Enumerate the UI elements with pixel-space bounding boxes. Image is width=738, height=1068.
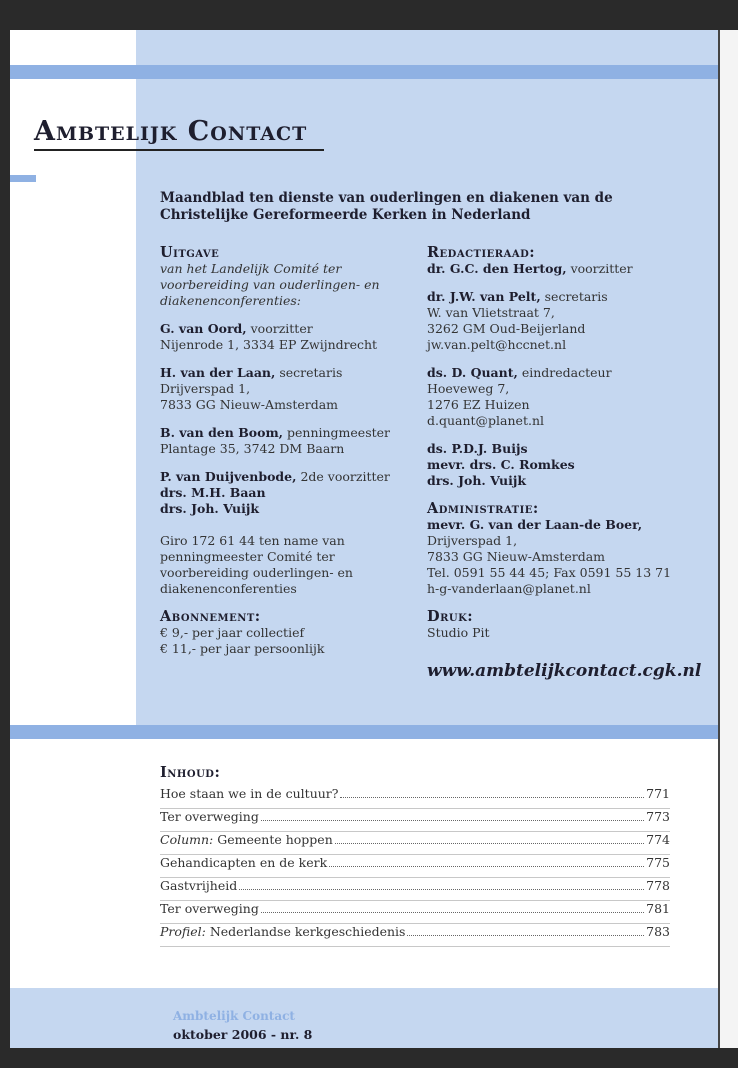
vice-chair-name: P. van Duijvenbode, [160, 469, 297, 484]
person-address: Hoeveweg 7, [427, 381, 510, 396]
footer-magazine-name: Ambtelijk Contact [173, 1009, 295, 1023]
person-name: ds. D. Quant, [427, 365, 518, 380]
uitgave-description: van het Landelijk Comité ter voorbereiding van ouderlingen- en diakenenconferenties: [160, 261, 380, 308]
toc-item[interactable] [160, 832, 670, 855]
top-stripe [10, 65, 718, 79]
toc-page-number: 783 [646, 924, 670, 939]
toc-leader [340, 796, 644, 798]
abonnement-heading: Abonnement: [160, 608, 261, 625]
toc-title: Hoe staan we in de cultuur? [160, 786, 339, 801]
person-email: jw.van.pelt@hccnet.nl [427, 337, 567, 352]
administratie-section [427, 501, 697, 597]
toc-title: Profiel: Nederlandse kerkgeschiedenis [160, 924, 406, 939]
footer-panel [10, 988, 718, 1048]
person-email: d.quant@planet.nl [427, 413, 544, 428]
abonnement-line: € 9,- per jaar collectief [160, 625, 305, 640]
middle-stripe [10, 725, 718, 739]
toc-page-number: 781 [646, 901, 670, 916]
editor-secretary [427, 289, 697, 353]
toc-item[interactable] [160, 809, 670, 832]
admin-address: 7833 GG Nieuw-Amsterdam [427, 549, 606, 564]
toc-leader [261, 911, 644, 913]
toc-leader [335, 842, 644, 844]
person-role: secretaris [275, 365, 343, 380]
person-treasurer [160, 425, 400, 457]
toc-leader [261, 819, 644, 821]
abonnement-line: € 11,- per jaar persoonlijk [160, 641, 325, 656]
masthead-rule [34, 149, 324, 151]
editor-in-chief [427, 365, 697, 429]
person-name: dr. J.W. van Pelt, [427, 289, 541, 304]
toc-title: Gehandicapten en de kerk [160, 855, 328, 870]
left-accent-bar [10, 175, 36, 182]
admin-phone: Tel. 0591 55 44 45; Fax 0591 55 13 71 [427, 565, 672, 580]
table-of-contents [160, 764, 670, 947]
masthead-title: Ambtelijk Contact [34, 116, 308, 147]
member-name: ds. P.D.J. Buijs [427, 441, 528, 456]
toc-leader [329, 865, 644, 867]
abonnement-section [160, 609, 400, 657]
footer-issue: oktober 2006 - nr. 8 [173, 1027, 313, 1042]
member-name: drs. M.H. Baan [160, 485, 266, 500]
toc-item[interactable] [160, 901, 670, 924]
member-name: drs. Joh. Vuijk [160, 501, 260, 516]
toc-item[interactable] [160, 878, 670, 901]
person-name: B. van den Boom, [160, 425, 284, 440]
scan-page-edge [718, 30, 738, 1048]
toc-item[interactable] [160, 855, 670, 878]
person-address: 1276 EZ Huizen [427, 397, 530, 412]
druk-section [427, 609, 697, 641]
person-secretary [160, 365, 400, 413]
toc-leader [407, 934, 644, 936]
druk-heading: Druk: [427, 608, 474, 625]
person-chair [160, 321, 400, 353]
toc-page-number: 778 [646, 878, 670, 893]
person-name: G. van Oord, [160, 321, 247, 336]
inhoud-heading: Inhoud: [160, 764, 221, 781]
admin-address: Drijverspad 1, [427, 533, 518, 548]
scan-border-left [0, 0, 10, 1068]
person-address: 3262 GM Oud-Beijerland [427, 321, 586, 336]
person-address: 7833 GG Nieuw-Amsterdam [160, 397, 339, 412]
masthead-tagline: Maandblad ten dienste van ouderlingen en diakenen van de Christelijke Gereformeerde Kerken in Nederland [160, 190, 613, 223]
admin-email: h-g-vanderlaan@planet.nl [427, 581, 591, 596]
scan-border-top [0, 0, 738, 30]
toc-item[interactable] [160, 786, 670, 809]
editorial-members [427, 441, 697, 489]
giro-info: Giro 172 61 44 ten name van penningmeester Comité ter voorbereiding ouderlingen- en diakenenconferenties [160, 533, 353, 596]
member-name: mevr. drs. C. Romkes [427, 457, 575, 472]
person-name: H. van der Laan, [160, 365, 276, 380]
redactieraad-heading: Redactieraad: [427, 244, 536, 261]
person-role: eindredacteur [517, 365, 612, 380]
uitgave-column [160, 245, 400, 669]
member-name: drs. Joh. Vuijk [427, 473, 527, 488]
toc-item[interactable] [160, 924, 670, 947]
scan-border-bottom [0, 1048, 738, 1068]
chair-role: voorzitter [566, 261, 633, 276]
person-address: W. van Vlietstraat 7, [427, 305, 555, 320]
toc-title: Gastvrijheid [160, 878, 238, 893]
administratie-heading: Administratie: [427, 500, 539, 517]
toc-page-number: 771 [646, 786, 670, 801]
person-address: Nijenrode 1, 3334 EP Zwijndrecht [160, 337, 378, 352]
website-link[interactable]: www.ambtelijkcontact.cgk.nl [427, 661, 702, 681]
redactieraad-section [427, 245, 697, 277]
person-address: Drijverspad 1, [160, 381, 251, 396]
person-role: secretaris [540, 289, 608, 304]
person-address: Plantage 35, 3742 DM Baarn [160, 441, 345, 456]
toc-page-number: 774 [646, 832, 670, 847]
chair-name: dr. G.C. den Hertog, [427, 261, 567, 276]
toc-leader [239, 888, 644, 890]
uitgave-heading: Uitgave [160, 244, 220, 261]
admin-name: mevr. G. van der Laan-de Boer, [427, 517, 643, 532]
committee-members [160, 469, 400, 517]
vice-chair-role: 2de voorzitter [296, 469, 390, 484]
person-role: voorzitter [246, 321, 313, 336]
toc-title: Ter overweging [160, 901, 259, 916]
druk-value: Studio Pit [427, 625, 490, 640]
redactie-column [427, 244, 702, 681]
toc-page-number: 773 [646, 809, 670, 824]
person-role: penningmeester [283, 425, 391, 440]
toc-title: Column: Gemeente hoppen [160, 832, 333, 847]
toc-title: Ter overweging [160, 809, 259, 824]
toc-page-number: 775 [646, 855, 670, 870]
